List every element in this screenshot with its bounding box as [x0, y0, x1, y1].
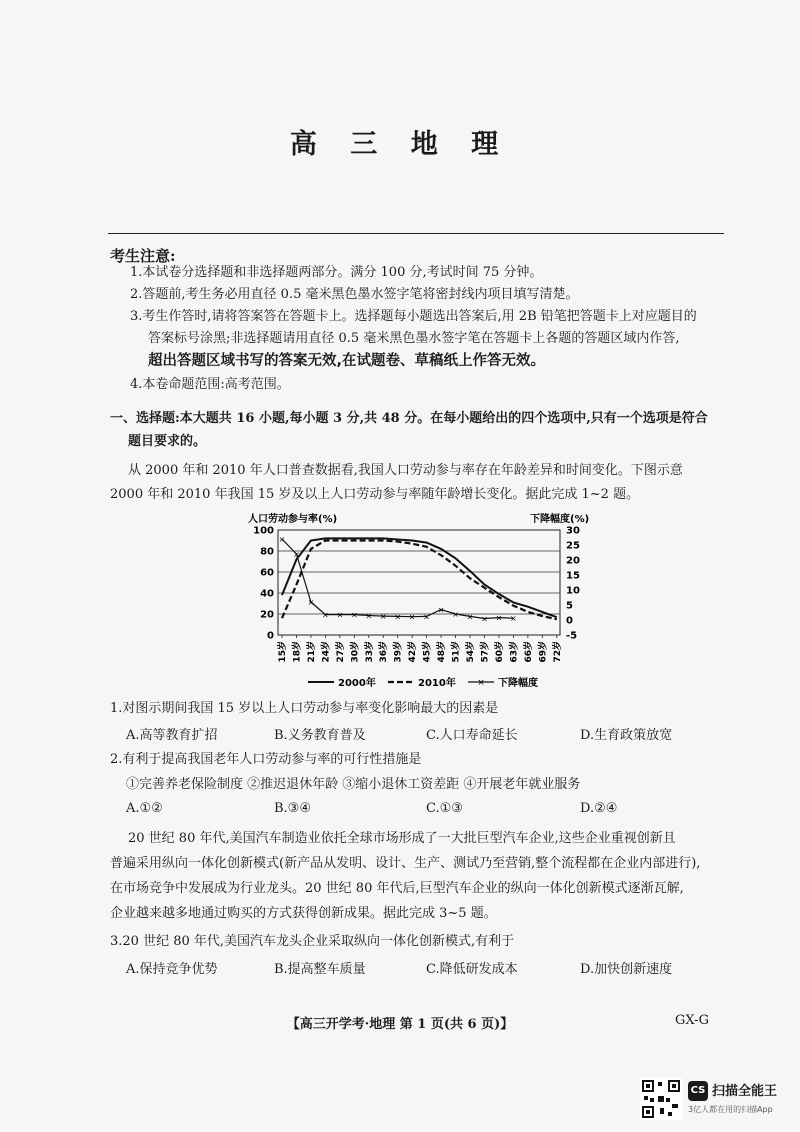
decline-marker: × — [322, 610, 329, 620]
x-tick-label: 66岁 — [523, 641, 534, 663]
decline-marker: × — [278, 535, 286, 544]
passage2-line3: 在市场竞争中发展成为行业龙头。20 世纪 80 年代后,巨型汽车企业的纵向一体化创新模式逐渐瓦解, — [110, 881, 684, 896]
y2-tick-label: 5 — [566, 600, 573, 612]
x-tick-label: 45岁 — [422, 641, 433, 663]
q3-option-b: B.提高整车质量 — [274, 962, 366, 977]
q2-option-b: B.③④ — [274, 801, 311, 816]
decline-marker: × — [336, 610, 344, 620]
y2-tick-label: 0 — [566, 615, 573, 627]
page-footer: 【高三开学考·地理 第 1 页(共 6 页)】 — [286, 1017, 514, 1032]
decline-marker: × — [423, 612, 430, 622]
x-tick-label: 57岁 — [480, 641, 491, 663]
section-heading-cont: 题目要求的。 — [128, 434, 207, 449]
y-tick-label: 100 — [253, 525, 274, 537]
notice-item-4: 4.本卷命题范围:高考范围。 — [130, 377, 290, 392]
legend-drop-label: 下降幅度 — [498, 678, 538, 689]
q3-option-a: A.保持竞争优势 — [126, 962, 218, 977]
y2-tick-label: -5 — [566, 630, 578, 642]
decline-marker: × — [452, 610, 459, 619]
section-heading: 一、选择题:本大题共 16 小题,每小题 3 分,共 48 分。在每小题给出的四个选项中,只有一个选项是符合 — [110, 411, 708, 426]
x-tick-label: 48岁 — [437, 641, 448, 663]
x-tick-label: 42岁 — [408, 641, 419, 663]
q1-option-d: D.生育政策放宽 — [580, 728, 673, 743]
x-tick-label: 18岁 — [292, 641, 303, 663]
y2-tick-label: 15 — [566, 570, 580, 582]
series-2010-line — [282, 541, 557, 620]
y-tick-label: 20 — [260, 609, 274, 621]
decline-marker: × — [394, 612, 402, 622]
legend-drop-marker: × — [477, 678, 485, 688]
y2-tick-label: 30 — [566, 525, 580, 537]
legend-2010-label: 2010年 — [418, 678, 456, 689]
camscanner-logo-icon: CS — [688, 1081, 708, 1101]
notice-item-3a: 3.考生作答时,请将答案答在答题卡上。选择题每小题选出答案后,用 2B 铅笔把答题卡上对应题目的 — [130, 309, 697, 324]
q3-option-c: C.降低研发成本 — [426, 962, 518, 977]
x-tick-label: 60岁 — [494, 641, 505, 663]
x-tick-label: 27岁 — [335, 641, 346, 663]
decline-marker: × — [379, 612, 387, 622]
passage1-line1: 从 2000 年和 2010 年人口普查数据看,我国人口劳动参与率存在年龄差异和时间变化。下图示意 — [128, 463, 683, 478]
x-tick-label: 33岁 — [364, 641, 375, 663]
decline-marker: × — [365, 611, 373, 621]
y2-tick-label: 20 — [566, 555, 580, 567]
q1-stem: 1.对图示期间我国 15 岁以上人口劳动参与率变化影响最大的因素是 — [110, 701, 499, 716]
passage2-line2: 普遍采用纵向一体化创新模式(新产品从发明、设计、生产、测试乃至营销,整个流程都在企业内部进行), — [110, 856, 701, 871]
x-tick-label: 69岁 — [538, 641, 549, 663]
q3-stem: 3.20 世纪 80 年代,美国汽车龙头企业采取纵向一体化创新模式,有利于 — [110, 934, 515, 949]
y-axis-label: 人口劳动参与率(%) — [248, 514, 338, 525]
passage2-line4: 企业越来越多地通过购买的方式获得创新成果。据此完成 3~5 题。 — [110, 906, 497, 921]
y-tick-label: 40 — [260, 588, 274, 600]
q1-option-a: A.高等教育扩招 — [126, 728, 218, 743]
x-tick-label: 72岁 — [552, 641, 563, 663]
passage1-line2: 2000 年和 2010 年我国 15 岁及以上人口劳动参与率随年龄增长变化。据此完成 1~2 题。 — [110, 487, 640, 502]
decline-marker: × — [466, 612, 474, 622]
legend-2000-label: 2000年 — [338, 678, 376, 689]
q2-stem: 2.有利于提高我国老年人口劳动参与率的可行性措施是 — [110, 752, 422, 767]
passage2-line1: 20 世纪 80 年代,美国汽车制造业依托全球市场形成了一大批巨型汽车企业,这些企业重视创新且 — [128, 831, 676, 846]
x-tick-label: 24岁 — [321, 641, 332, 663]
q2-statements: ①完善养老保险制度 ②推迟退休年龄 ③缩小退休工资差距 ④开展老年就业服务 — [126, 777, 581, 792]
y2-tick-label: 10 — [566, 585, 580, 597]
notice-item-2: 2.答题前,考生务必用直径 0.5 毫米黑色墨水签字笔将密封线内项目填写清楚。 — [130, 287, 579, 302]
decline-marker: × — [408, 612, 416, 622]
y2-axis-label: 下降幅度(%) — [530, 514, 590, 525]
decline-marker: × — [481, 614, 488, 624]
x-tick-label: 54岁 — [466, 641, 476, 663]
decline-marker: × — [510, 614, 517, 624]
decline-marker: × — [293, 550, 300, 559]
y2-tick-label: 25 — [566, 540, 580, 552]
q1-option-c: C.人口寿命延长 — [426, 728, 518, 743]
q1-option-b: B.义务教育普及 — [274, 728, 366, 743]
notice-item-3b: 答案标号涂黑;非选择题请用直径 0.5 毫米黑色墨水签字笔在答题卡上各题的答题区域内作答, — [148, 331, 680, 346]
notice-heading: 考生注意: — [110, 247, 176, 265]
x-tick-label: 36岁 — [379, 641, 390, 663]
q2-option-c: C.①③ — [426, 801, 463, 816]
decline-marker: × — [350, 610, 358, 620]
q2-option-a: A.①② — [126, 801, 163, 816]
y-tick-label: 60 — [260, 567, 274, 579]
q3-option-d: D.加快创新速度 — [580, 962, 673, 977]
x-tick-label: 39岁 — [393, 641, 404, 663]
decline-marker: × — [307, 598, 315, 607]
decline-marker: × — [495, 613, 503, 623]
q2-option-d: D.②④ — [580, 801, 618, 816]
notice-item-1: 1.本试卷分选择题和非选择题两部分。满分 100 分,考试时间 75 分钟。 — [130, 265, 543, 280]
title-divider — [108, 233, 724, 234]
labor-participation-chart — [240, 510, 600, 705]
x-tick-label: 15岁 — [278, 641, 288, 663]
decline-marker: × — [437, 605, 445, 615]
x-tick-label: 63岁 — [509, 641, 520, 663]
notice-item-3c: 超出答题区域书写的答案无效,在试题卷、草稿纸上作答无效。 — [148, 353, 546, 369]
x-tick-label: 51岁 — [451, 641, 462, 663]
y-tick-label: 0 — [267, 630, 274, 642]
x-tick-label: 21岁 — [306, 641, 317, 663]
y-tick-label: 80 — [260, 546, 274, 558]
series-2000-line — [282, 538, 557, 617]
paper-code: GX-G — [675, 1013, 709, 1028]
qr-code-icon — [640, 1078, 682, 1120]
x-tick-label: 30岁 — [350, 641, 361, 663]
page-title: 高 三 地 理 — [289, 129, 511, 160]
camscanner-slogan: 3亿人都在用的扫描App — [688, 1105, 773, 1114]
camscanner-brand: 扫描全能王 — [712, 1084, 778, 1099]
